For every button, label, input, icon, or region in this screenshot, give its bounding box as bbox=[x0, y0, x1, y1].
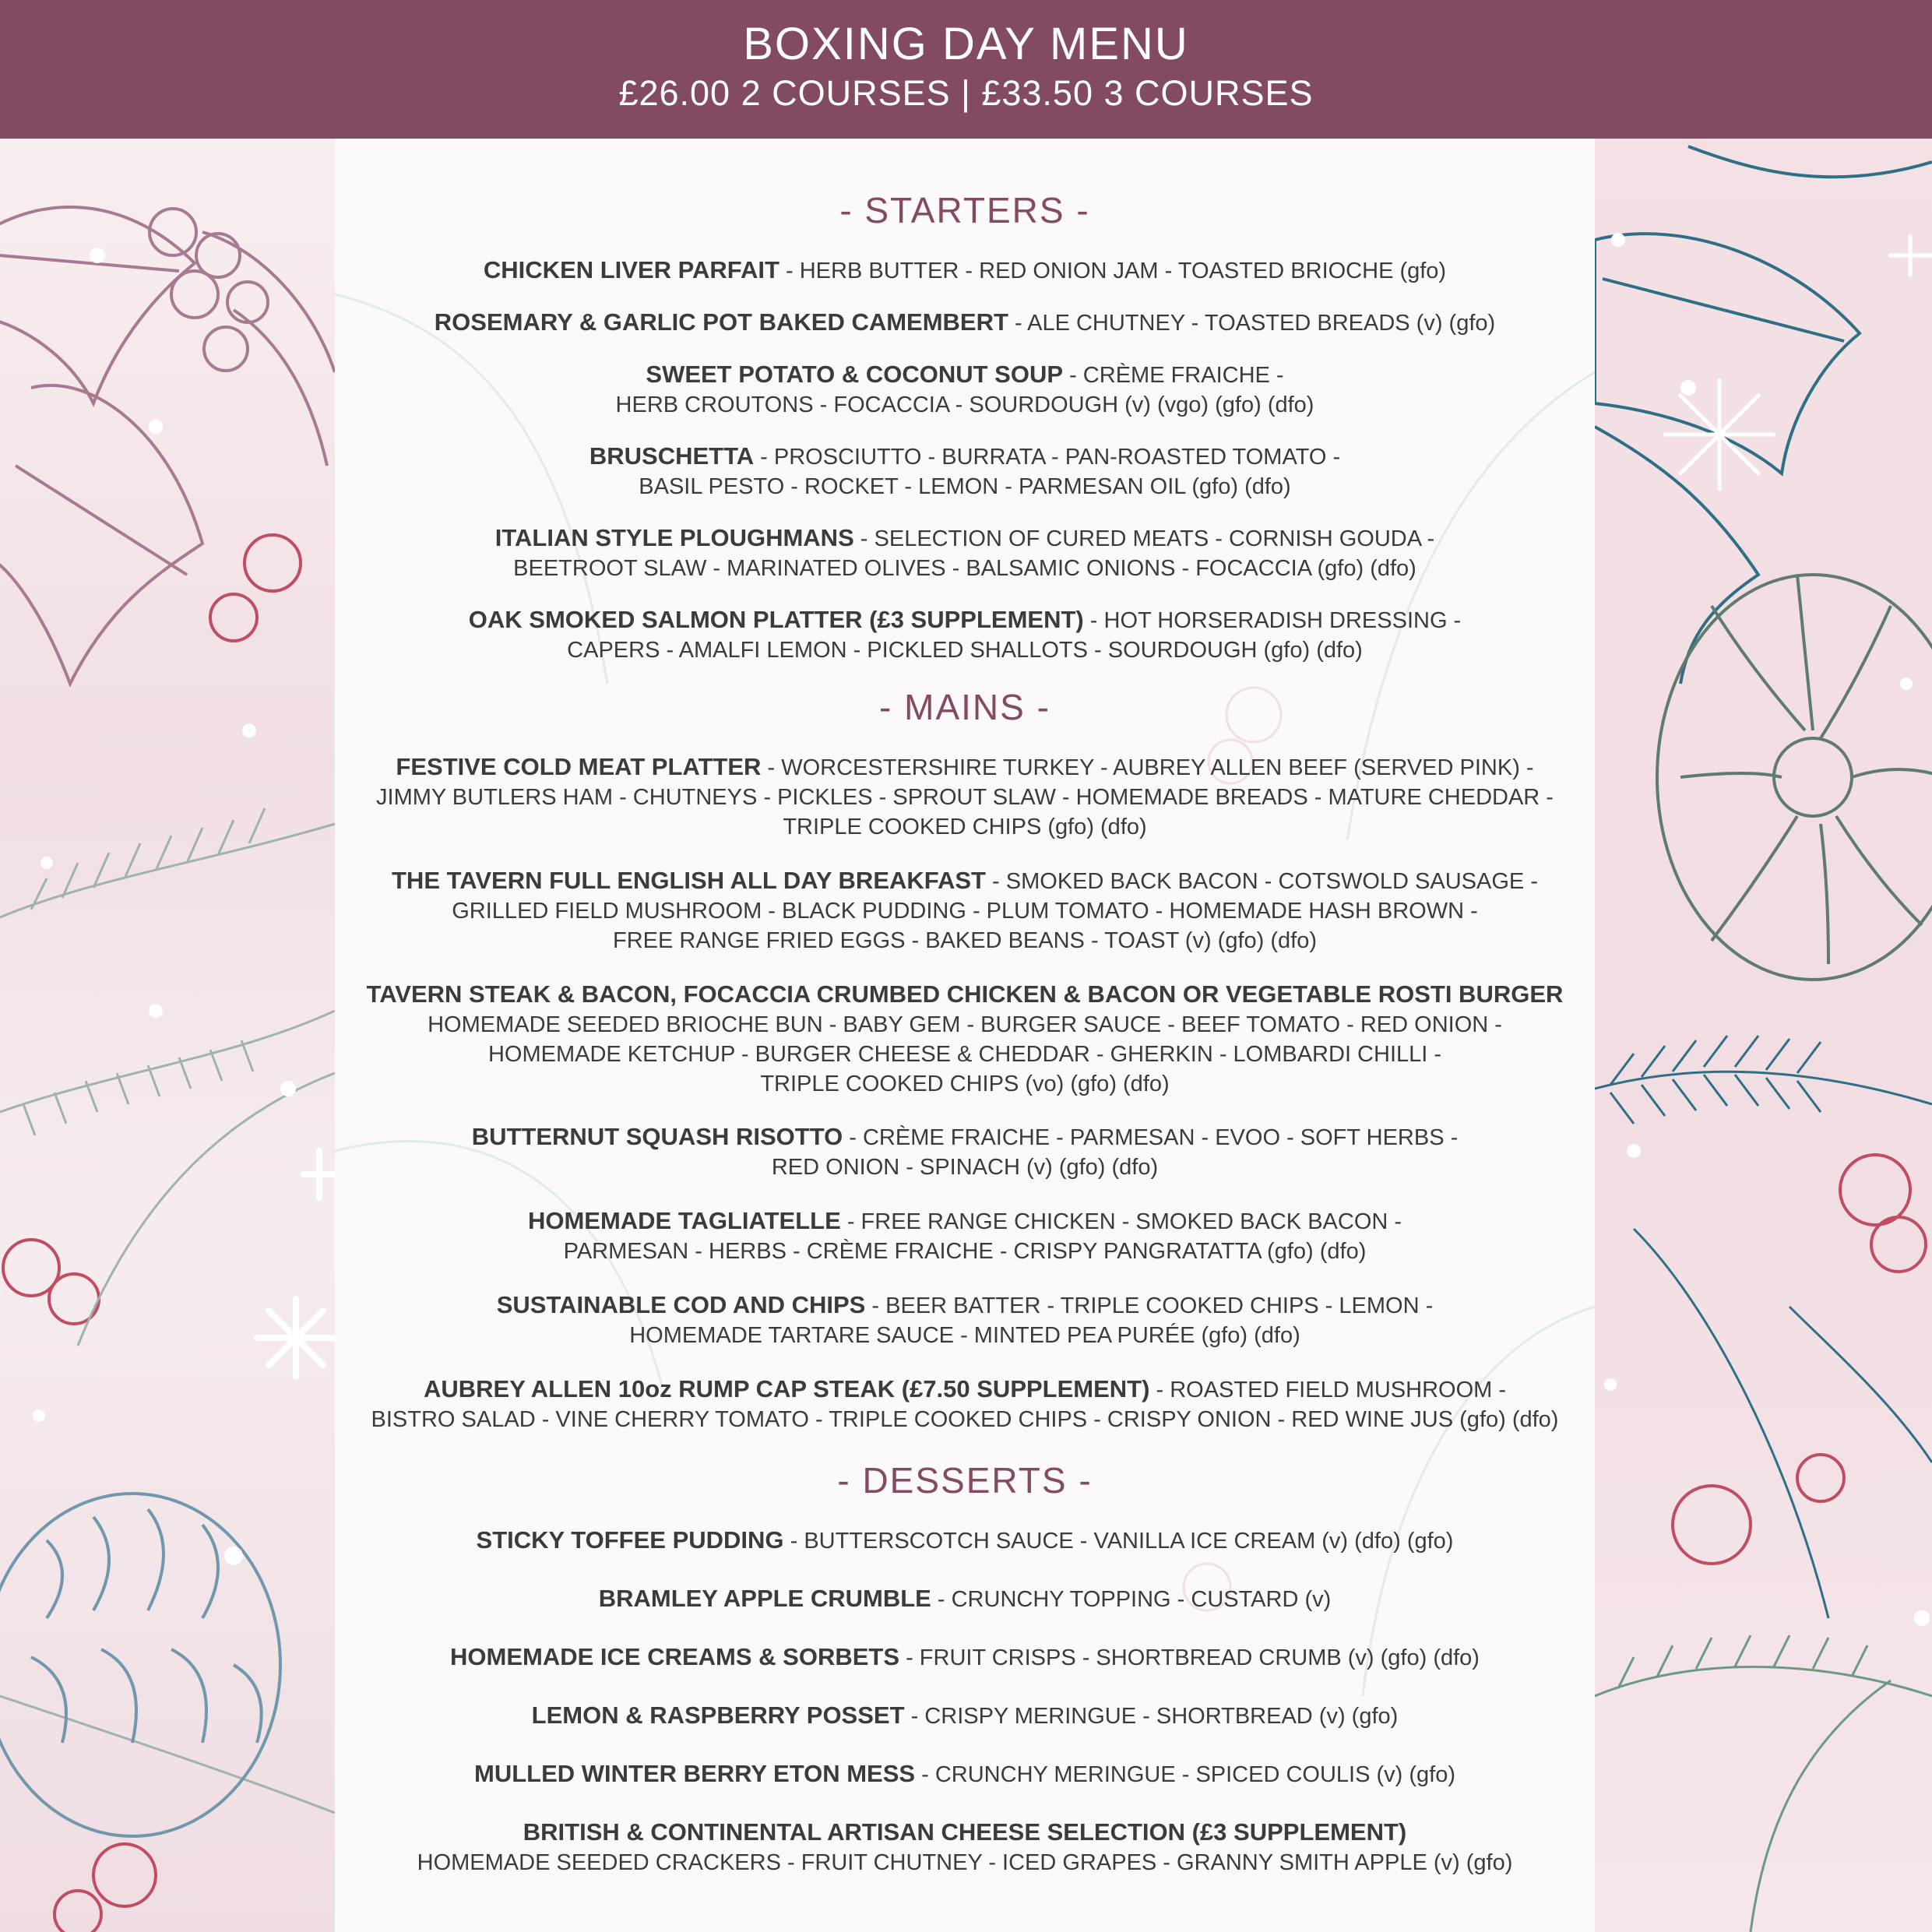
menu-item bbox=[335, 1701, 1595, 1731]
menu-title: BOXING DAY MENU bbox=[743, 19, 1189, 69]
item-description: - ALE CHUTNEY - TOASTED BREADS (v) (gfo) bbox=[1008, 311, 1496, 336]
menu-item bbox=[335, 1759, 1595, 1789]
left-decor-art bbox=[0, 139, 335, 1932]
item-description-line: JIMMY BUTLERS HAM - CHUTNEYS - PICKLES - SPROUT SLAW - HOMEMADE BREADS - MATURE CHEDDAR - bbox=[376, 785, 1554, 810]
item-name: LEMON & RASPBERRY POSSET bbox=[531, 1701, 905, 1729]
snowflake-icon bbox=[1665, 236, 1932, 489]
pine-branch-icon bbox=[1595, 1635, 1932, 1932]
item-description-line: HOMEMADE KETCHUP - BURGER CHEESE & CHEDDAR - GHERKIN - LOMBARDI CHILLI - bbox=[487, 1042, 1442, 1067]
item-name: SUSTAINABLE COD AND CHIPS bbox=[496, 1291, 866, 1318]
menu-item bbox=[335, 980, 1595, 1099]
item-name: ROSEMARY & GARLIC POT BAKED CAMEMBERT bbox=[434, 308, 1008, 336]
menu-item bbox=[335, 752, 1595, 842]
berry-icon bbox=[3, 535, 301, 1932]
menu-item bbox=[335, 1526, 1595, 1556]
pine-branch-icon bbox=[1595, 1036, 1932, 1618]
menu-item bbox=[335, 360, 1595, 420]
pinecone-icon bbox=[0, 1494, 280, 1836]
item-description: - SMOKED BACK BACON - COTSWOLD SAUSAGE - bbox=[986, 869, 1538, 894]
item-name: BRAMLEY APPLE CRUMBLE bbox=[598, 1585, 931, 1612]
menu-item bbox=[335, 605, 1595, 665]
snow-dots-icon bbox=[1604, 233, 1930, 1626]
item-description: - BUTTERSCOTCH SAUCE - VANILLA ICE CREAM (v) (dfo) (gfo) bbox=[783, 1529, 1454, 1554]
right-decor-panel bbox=[1595, 139, 1932, 1932]
item-name: THE TAVERN FULL ENGLISH ALL DAY BREAKFAST bbox=[392, 867, 986, 894]
item-name: FESTIVE COLD MEAT PLATTER bbox=[396, 753, 762, 780]
item-name: BRITISH & CONTINENTAL ARTISAN CHEESE SELECTION (£3 SUPPLEMENT) bbox=[523, 1818, 1407, 1846]
menu-item bbox=[335, 523, 1595, 583]
item-description: - FREE RANGE CHICKEN - SMOKED BACK BACON - bbox=[840, 1209, 1402, 1234]
menu-item bbox=[335, 1584, 1595, 1614]
item-name: TAVERN STEAK & BACON, FOCACCIA CRUMBED CHICKEN & BACON OR VEGETABLE ROSTI BURGER bbox=[366, 980, 1564, 1008]
menu-item bbox=[335, 308, 1595, 338]
item-description-line: HOMEMADE TARTARE SAUCE - MINTED PEA PURÉE (gfo) (dfo) bbox=[629, 1323, 1300, 1348]
section-starters bbox=[335, 188, 1595, 232]
menu-item bbox=[335, 866, 1595, 955]
item-description-line: HOMEMADE SEEDED BRIOCHE BUN - BABY GEM - BURGER SAUCE - BEEF TOMATO - RED ONION - bbox=[428, 1012, 1502, 1037]
item-name: OAK SMOKED SALMON PLATTER (£3 SUPPLEMENT) bbox=[468, 606, 1084, 633]
holly-icon bbox=[1595, 146, 1932, 684]
menu-item bbox=[335, 255, 1595, 286]
item-description: - CRÈME FRAICHE - bbox=[1063, 363, 1284, 388]
holly-icon bbox=[0, 207, 335, 684]
menu-item bbox=[335, 1818, 1595, 1877]
section-mains bbox=[335, 685, 1595, 729]
item-name: AUBREY ALLEN 10oz RUMP CAP STEAK (£7.50 SUPPLEMENT) bbox=[423, 1375, 1150, 1402]
right-decor-art bbox=[1595, 139, 1932, 1932]
snow-dots-icon bbox=[33, 248, 296, 1565]
item-description-line: CAPERS - AMALFI LEMON - PICKLED SHALLOTS - SOURDOUGH (gfo) (dfo) bbox=[567, 638, 1363, 663]
item-description: - CRUNCHY MERINGUE - SPICED COULIS (v) (gfo) bbox=[915, 1762, 1455, 1787]
item-description-line: HOMEMADE SEEDED CRACKERS - FRUIT CHUTNEY - ICED GRAPES - GRANNY SMITH APPLE (v) (gfo) bbox=[417, 1850, 1513, 1875]
item-description-line: PARMESAN - HERBS - CRÈME FRAICHE - CRISPY PANGRATATTA (gfo) (dfo) bbox=[563, 1239, 1367, 1264]
menu-item bbox=[335, 1206, 1595, 1266]
item-description-line: BASIL PESTO - ROCKET - LEMON - PARMESAN OIL (gfo) (dfo) bbox=[639, 474, 1291, 499]
item-description-line: HERB CROUTONS - FOCACCIA - SOURDOUGH (v) (vgo) (gfo) (dfo) bbox=[615, 392, 1314, 417]
item-description: - CRUNCHY TOPPING - CUSTARD (v) bbox=[931, 1587, 1332, 1612]
menu-item bbox=[335, 1290, 1595, 1350]
item-name: SWEET POTATO & COCONUT SOUP bbox=[646, 361, 1064, 388]
berry-icon bbox=[1673, 1155, 1926, 1564]
item-description-line: TRIPLE COOKED CHIPS (vo) (gfo) (dfo) bbox=[760, 1072, 1170, 1096]
menu-header bbox=[0, 0, 1932, 139]
section-title: - STARTERS - bbox=[839, 190, 1090, 231]
section-title: - DESSERTS - bbox=[837, 1460, 1093, 1501]
item-description: - HERB BUTTER - RED ONION JAM - TOASTED BRIOCHE (gfo) bbox=[779, 259, 1447, 283]
item-description: - HOT HORSERADISH DRESSING - bbox=[1083, 608, 1462, 633]
item-name: CHICKEN LIVER PARFAIT bbox=[483, 256, 779, 283]
item-description: - CRÈME FRAICHE - PARMESAN - EVOO - SOFT HERBS - bbox=[843, 1125, 1459, 1150]
item-name: MULLED WINTER BERRY ETON MESS bbox=[474, 1760, 916, 1787]
snowflake-icon bbox=[257, 1151, 335, 1377]
item-description-line: RED ONION - SPINACH (v) (gfo) (dfo) bbox=[771, 1155, 1159, 1180]
item-description: - WORCESTERSHIRE TURKEY - AUBREY ALLEN BEEF (SERVED PINK) - bbox=[761, 755, 1534, 780]
item-name: ITALIAN STYLE PLOUGHMANS bbox=[494, 524, 854, 551]
item-description: - SELECTION OF CURED MEATS - CORNISH GOUDA - bbox=[853, 526, 1435, 551]
menu-prices: £26.00 2 COURSES | £33.50 3 COURSES bbox=[618, 73, 1314, 113]
item-name: BRUSCHETTA bbox=[589, 442, 755, 470]
item-description-line: BISTRO SALAD - VINE CHERRY TOMATO - TRIPLE COOKED CHIPS - CRISPY ONION - RED WINE JUS (gfo) (dfo) bbox=[371, 1407, 1559, 1432]
menu-item bbox=[335, 1642, 1595, 1673]
item-description-line: BEETROOT SLAW - MARINATED OLIVES - BALSAMIC ONIONS - FOCACCIA (gfo) (dfo) bbox=[513, 556, 1416, 581]
left-decor-panel bbox=[0, 139, 335, 1932]
item-description-line: TRIPLE COOKED CHIPS (gfo) (dfo) bbox=[783, 815, 1147, 839]
item-name: HOMEMADE ICE CREAMS & SORBETS bbox=[450, 1643, 900, 1670]
item-description: - PROSCIUTTO - BURRATA - PAN-ROASTED TOMATO - bbox=[754, 445, 1341, 470]
menu-item bbox=[335, 442, 1595, 501]
item-description: - ROASTED FIELD MUSHROOM - bbox=[1149, 1378, 1507, 1402]
section-title: - MAINS - bbox=[879, 687, 1050, 727]
section-desserts bbox=[335, 1459, 1595, 1502]
item-description-line: GRILLED FIELD MUSHROOM - BLACK PUDDING - PLUM TOMATO - HOMEMADE HASH BROWN - bbox=[452, 899, 1478, 924]
item-name: HOMEMADE TAGLIATELLE bbox=[527, 1207, 841, 1234]
menu-item bbox=[335, 1374, 1595, 1434]
menu-card bbox=[335, 139, 1595, 1932]
item-name: BUTTERNUT SQUASH RISOTTO bbox=[471, 1123, 843, 1150]
item-description: - FRUIT CRISPS - SHORTBREAD CRUMB (v) (gfo) (dfo) bbox=[899, 1645, 1480, 1670]
item-description-line: FREE RANGE FRIED EGGS - BAKED BEANS - TOAST (v) (gfo) (dfo) bbox=[612, 928, 1317, 953]
item-description: - BEER BATTER - TRIPLE COOKED CHIPS - LEMON - bbox=[865, 1293, 1434, 1318]
item-description: - CRISPY MERINGUE - SHORTBREAD (v) (gfo) bbox=[904, 1704, 1399, 1729]
item-name: STICKY TOFFEE PUDDING bbox=[476, 1526, 784, 1554]
menu-item bbox=[335, 1122, 1595, 1182]
